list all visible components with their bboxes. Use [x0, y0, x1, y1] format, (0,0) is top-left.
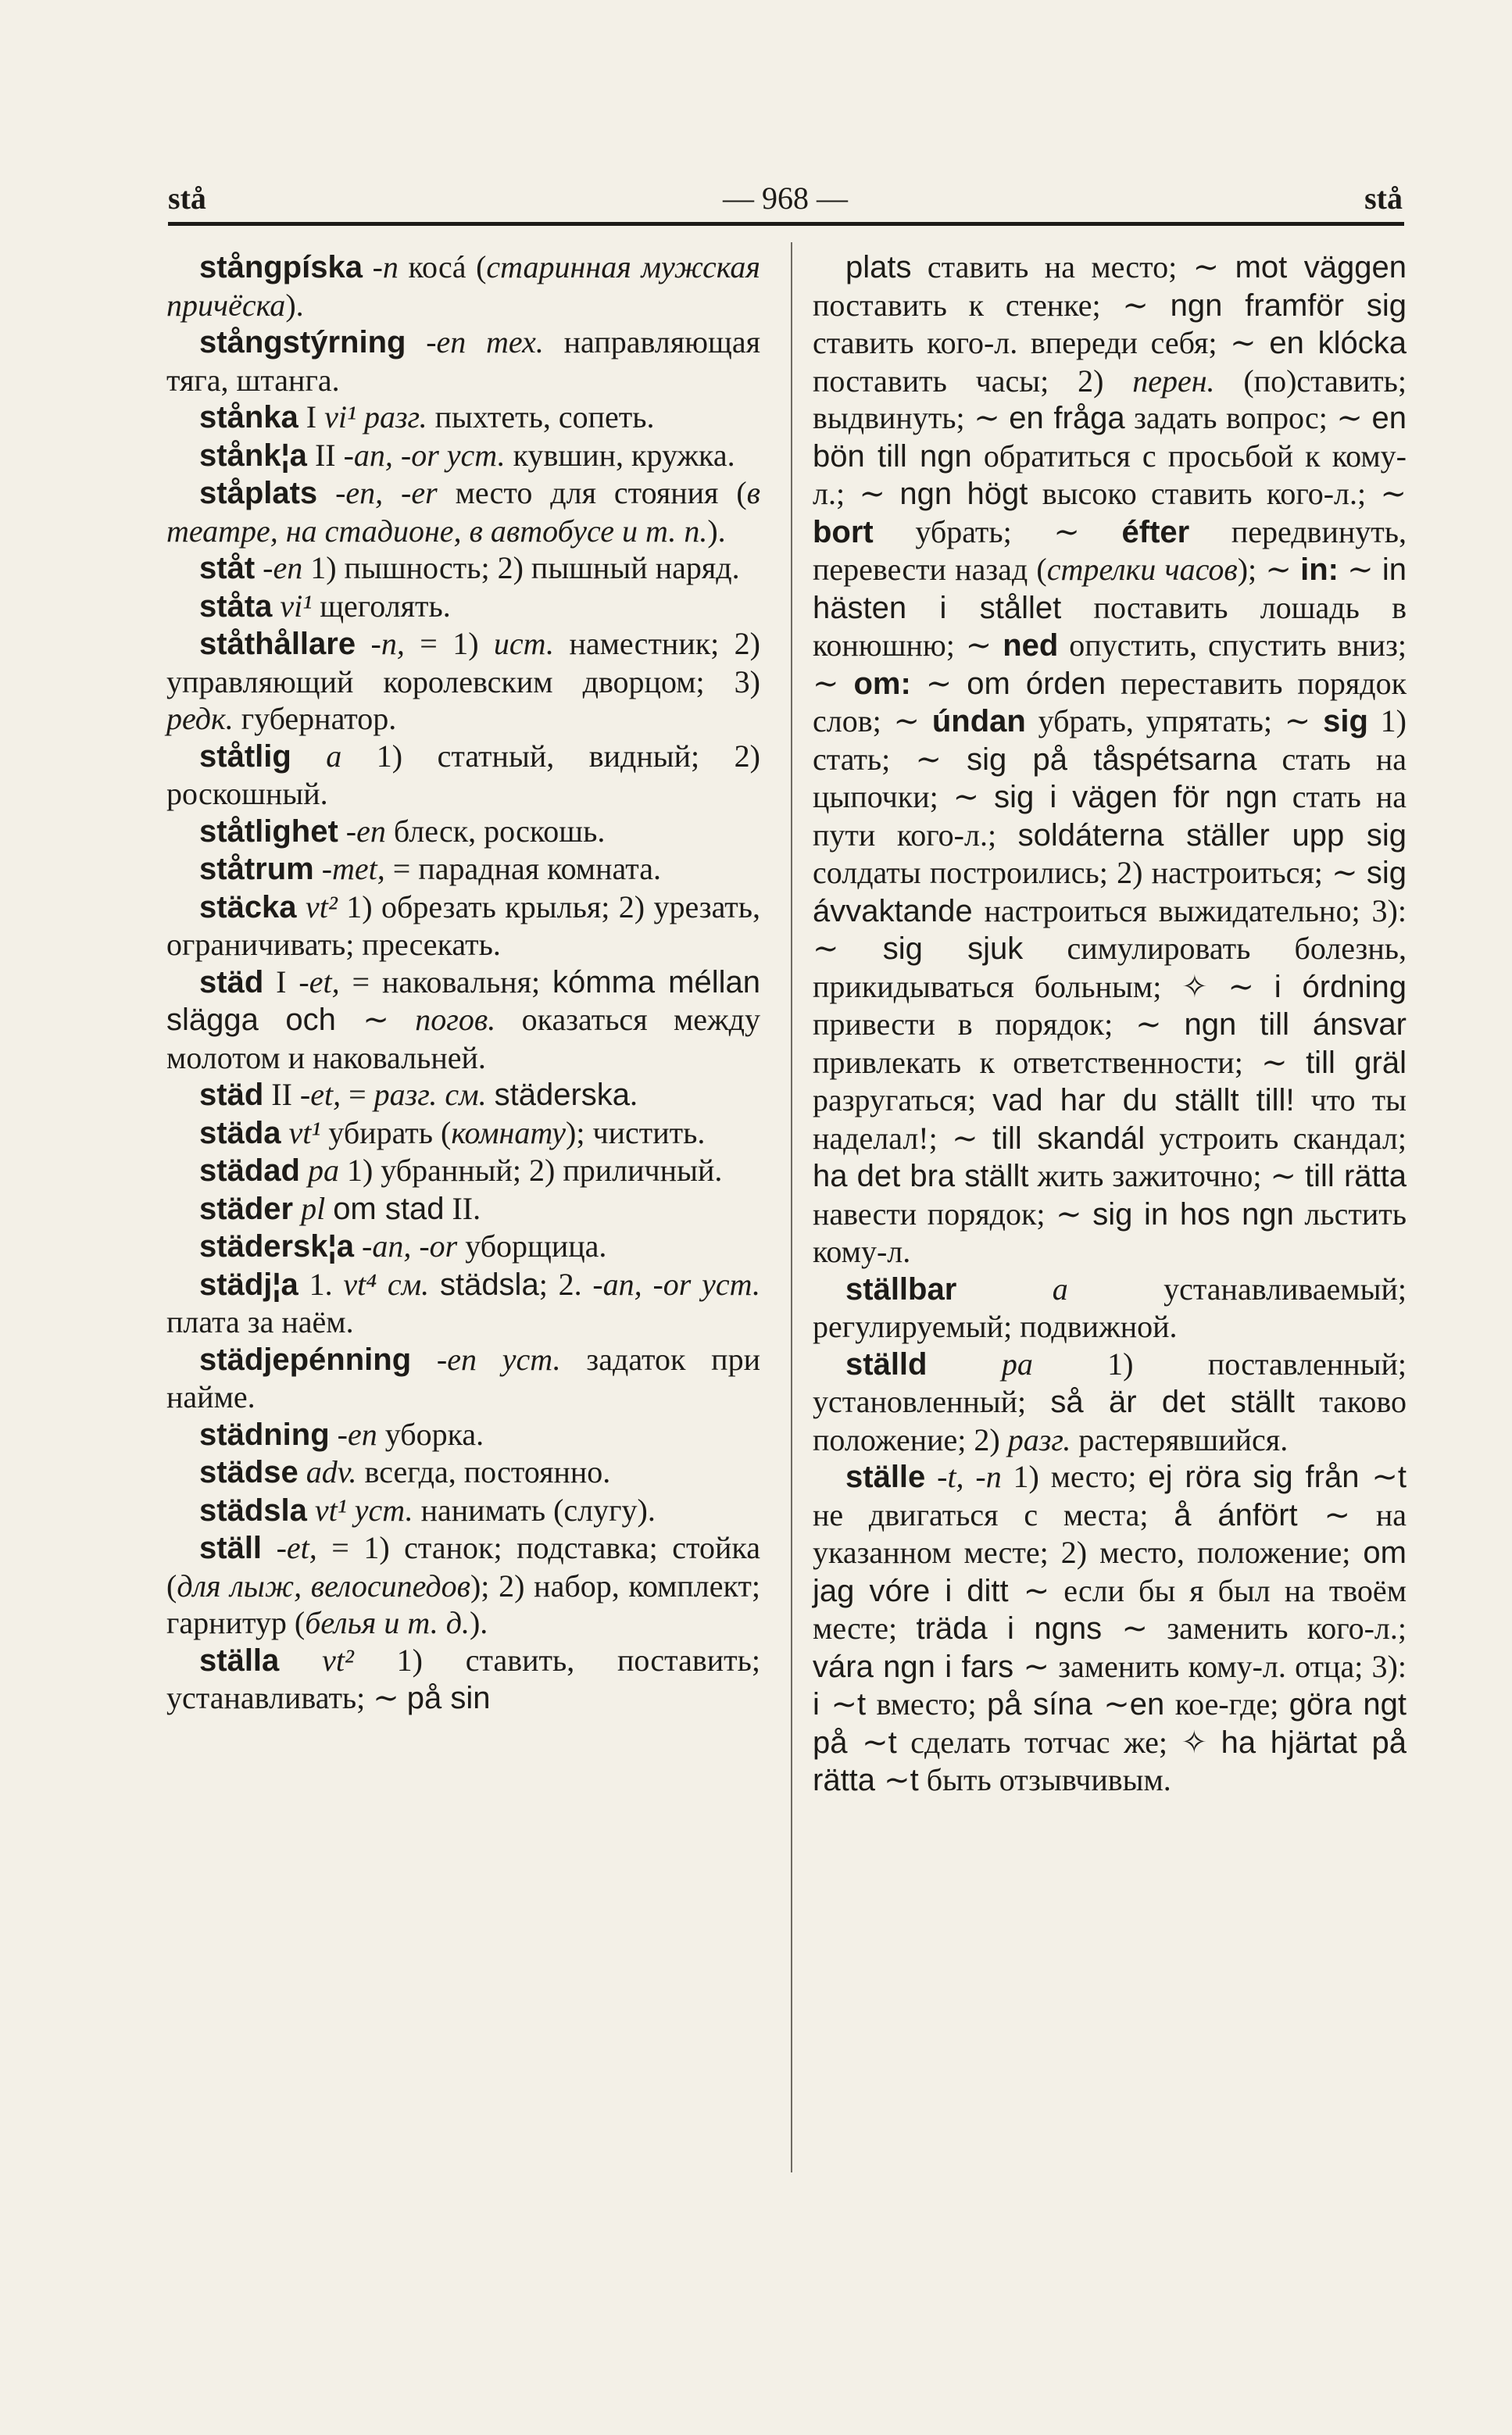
swedish-example: ej röra sig från ∼t	[1148, 1460, 1407, 1494]
definition-text: ставить кого-л. впереди себя; ∼	[813, 325, 1270, 360]
swedish-example: städerska	[494, 1078, 631, 1112]
grammar-label: перен.	[1132, 363, 1215, 399]
grammar-label: pa	[307, 1153, 339, 1188]
swedish-example: en bön till ngn	[813, 401, 1407, 474]
definition-text	[281, 1115, 289, 1150]
definition-text: I	[263, 964, 299, 999]
grammar-label: редк.	[166, 701, 234, 736]
dictionary-entry	[166, 249, 760, 324]
definition-text: 1) ставить, поставить; устанавливать; ∼	[166, 1642, 761, 1715]
swedish-example: plats	[845, 250, 912, 284]
subentry-keyword: éfter	[1121, 514, 1190, 549]
definition-text: быть отзывчивым.	[918, 1762, 1171, 1797]
swedish-example: till skandál	[992, 1121, 1146, 1156]
definition-text: переставить порядок слов; ∼	[813, 665, 1407, 738]
dictionary-entry	[166, 1190, 760, 1228]
grammar-label: -an, -or уст.	[343, 437, 506, 473]
dictionary-entry	[813, 1458, 1407, 1800]
definition-text	[307, 1493, 315, 1528]
headword: stångpíska	[199, 250, 363, 284]
definition-text: растерявшийся.	[1071, 1421, 1289, 1457]
swedish-example: till rätta	[1305, 1159, 1407, 1193]
definition-text: ∼	[910, 665, 967, 701]
swedish-example: träda i ngns ∼	[916, 1611, 1149, 1646]
definition-text	[956, 1271, 1052, 1307]
grammar-label: n	[382, 249, 399, 284]
subentry-keyword: bort	[813, 514, 874, 549]
swedish-example: en fråga	[1009, 401, 1125, 435]
definition-text: обратиться с просьбой к кому-л.; ∼	[813, 438, 1407, 511]
dictionary-entry	[166, 1341, 760, 1416]
grammar-label: -en	[345, 813, 386, 849]
grammar-label: -t, -n	[937, 1459, 1002, 1494]
definition-text: поставить часы; 2)	[813, 363, 1133, 399]
grammar-label: vt¹	[288, 1114, 321, 1150]
dictionary-entry	[166, 474, 760, 549]
definition-text: ∼	[1338, 552, 1382, 587]
definition-text: ; 2.	[538, 1266, 593, 1302]
swedish-example: sig in hos ngn	[1092, 1196, 1294, 1232]
grammar-label: -en уст.	[436, 1341, 561, 1377]
definition-text: убрать; ∼	[873, 513, 1122, 549]
definition-text	[325, 1191, 333, 1226]
definition-text: уборщица.	[457, 1228, 607, 1264]
definition-text	[466, 324, 486, 359]
definition-text	[925, 1459, 937, 1494]
swedish-example: sig i vägen för ngn	[994, 780, 1278, 814]
headword: stånk¦a	[199, 438, 307, 473]
dictionary-entry	[166, 1642, 760, 1718]
page-header	[168, 173, 1403, 220]
swedish-example: i ∼t	[813, 1687, 867, 1722]
grammar-label: для лыж, велосипедов	[177, 1568, 470, 1604]
definition-text: не двигаться с места;	[813, 1496, 1174, 1532]
definition-text: II	[263, 1077, 300, 1112]
dictionary-entry	[166, 1266, 760, 1341]
definition-text: = 1)	[404, 626, 494, 661]
definition-text: вместо;	[866, 1686, 988, 1722]
swedish-example: ngn till ánsvar	[1184, 1007, 1407, 1042]
dictionary-entry	[166, 1492, 760, 1530]
headword: stångstýrning	[199, 325, 406, 359]
swedish-example: på sína ∼en	[987, 1687, 1165, 1722]
swedish-example: en klócka	[1269, 326, 1407, 360]
definition-text: 1) стать; ∼	[813, 703, 1407, 777]
headword: städer	[199, 1191, 294, 1226]
dictionary-entry	[166, 588, 760, 626]
definition-text	[389, 1002, 415, 1037]
grammar-label: vt²	[306, 889, 338, 924]
grammar-label: старинная мужская причёска	[166, 249, 760, 323]
right-column	[813, 249, 1407, 1800]
definition-text: сделать тотчас же; ✧	[896, 1724, 1221, 1760]
grammar-label: -en	[337, 1416, 377, 1452]
definition-text: II.	[444, 1190, 481, 1226]
dictionary-entry	[166, 549, 760, 588]
subentry-keyword: úndan	[931, 704, 1026, 738]
headword: ställ	[199, 1531, 263, 1565]
headword: stånka	[199, 400, 298, 434]
definition-text: убирать (	[320, 1114, 452, 1150]
headword: stäcka	[199, 889, 297, 924]
grammar-label: en	[436, 324, 466, 359]
dictionary-entry	[166, 1152, 760, 1190]
grammar-label: -an, -or уст.	[592, 1266, 760, 1302]
definition-text: блеск, роскошь.	[385, 813, 606, 849]
grammar-label: -et,	[299, 1077, 341, 1112]
grammar-label: adv.	[306, 1454, 357, 1489]
swedish-example: på sin	[406, 1681, 491, 1715]
swedish-example: soldáterna ställer upp sig	[1017, 817, 1407, 853]
definition-text	[338, 813, 346, 849]
grammar-label: разг.	[1007, 1421, 1071, 1457]
dictionary-entry	[166, 399, 760, 437]
definition-text: 1.	[298, 1266, 344, 1302]
definition-text: передвинуть, перевести назад (	[813, 513, 1407, 587]
grammar-label: стрелки часов	[1046, 552, 1238, 587]
definition-text: плата за наём.	[166, 1304, 354, 1339]
definition-text	[411, 1342, 437, 1377]
swedish-example: ha hjärtat på rätta ∼t	[813, 1725, 1407, 1797]
dictionary-entry	[166, 889, 760, 964]
dictionary-entry	[166, 964, 760, 1077]
definition-text: устроить скандал;	[1145, 1120, 1407, 1156]
definition-text: 1) поставленный; установленный;	[813, 1346, 1407, 1419]
headword: städad	[199, 1153, 300, 1188]
swedish-example: om jag vóre i ditt ∼	[813, 1536, 1407, 1608]
grammar-label: погов.	[415, 1002, 496, 1037]
definition-text: -	[362, 249, 383, 284]
definition-text: солдаты построились; 2) настроиться; ∼	[813, 855, 1367, 890]
definition-text	[314, 851, 322, 886]
swedish-example: ha det bra ställt	[813, 1159, 1029, 1193]
definition-text: 1) статный, видный; 2) роскошный.	[166, 738, 760, 811]
definition-text	[317, 475, 335, 510]
grammar-label: в театре, на стадионе, в автобусе и т. п.	[166, 475, 761, 549]
definition-text: пыхтеть, сопеть.	[427, 399, 655, 434]
headword: ställbar	[845, 1271, 957, 1307]
definition-text: нанимать (слугу).	[413, 1492, 656, 1528]
headword: städse	[199, 1455, 298, 1489]
grammar-label: pa	[1001, 1346, 1033, 1382]
grammar-label: комнату	[451, 1114, 567, 1150]
grammar-label: a	[1052, 1271, 1068, 1307]
headword: ställd	[845, 1346, 928, 1382]
definition-text: = парадная комната.	[384, 851, 661, 886]
definition-text: жить зажиточно; ∼	[1028, 1158, 1306, 1193]
swedish-example: sig på tåspétsarna	[967, 742, 1257, 777]
grammar-label: vi¹	[280, 588, 313, 624]
definition-text: симулировать болезнь, прикидываться больным; ✧ ∼	[813, 931, 1407, 1004]
definition-text: = наковальня;	[339, 964, 553, 999]
swedish-example: så är det ställt	[1050, 1385, 1296, 1419]
headword: ståthållare	[199, 627, 356, 661]
headword: städjepénning	[199, 1342, 412, 1377]
definition-text: задаток при найме.	[166, 1341, 760, 1414]
headword: ståta	[199, 588, 273, 624]
swedish-example: vad har du ställt till!	[992, 1083, 1295, 1117]
headword: städj¦a	[199, 1267, 298, 1302]
grammar-label: тех.	[486, 324, 544, 359]
definition-text: оказаться между молотом и наковальней.	[166, 1002, 761, 1075]
dictionary-entry	[166, 1453, 760, 1492]
headword: ståtlighet	[199, 813, 338, 849]
definition-text: ).	[285, 287, 304, 323]
dictionary-entry	[166, 1114, 760, 1153]
headword: ståt	[199, 551, 256, 585]
grammar-label: vt¹ уст.	[314, 1492, 413, 1528]
dictionary-entry	[166, 1076, 760, 1114]
grammar-label: ист.	[493, 626, 555, 661]
left-column	[166, 249, 760, 1718]
grammar-label: -en, -er	[335, 475, 438, 510]
dictionary-entry	[166, 1529, 760, 1642]
grammar-label: -et,	[276, 1530, 317, 1565]
definition-text: поставить лошадь в конюшню; ∼	[813, 589, 1407, 663]
definition-text: заменить кому-л. отца; 3):	[1049, 1648, 1407, 1684]
definition-text: 1) обрезать крылья; 2) урезать, ограничивать; пресекать.	[166, 889, 761, 962]
definition-text: косá (	[398, 249, 487, 284]
swedish-example: till gräl	[1306, 1045, 1407, 1080]
grammar-label: a	[326, 738, 342, 774]
definition-text: уборка.	[377, 1416, 484, 1452]
definition-text: 1) место;	[1001, 1459, 1149, 1494]
swedish-example: sig sjuk	[882, 931, 1024, 966]
definition-text: щеголять.	[312, 588, 451, 624]
grammar-label: vt²	[322, 1642, 354, 1678]
dictionary-entry	[166, 850, 760, 889]
swedish-example: å ánfört ∼	[1174, 1497, 1351, 1532]
dictionary-entry	[166, 738, 760, 813]
swedish-example: kómma méllan slägga och ∼	[166, 964, 760, 1037]
definition-text: место для стояния (	[437, 475, 747, 510]
swedish-example: om stad	[333, 1191, 445, 1226]
grammar-label: разг. см.	[374, 1077, 487, 1112]
definition-text: таково положение; 2)	[813, 1384, 1407, 1457]
swedish-example: sig ávvaktande	[813, 856, 1407, 928]
definition-text	[330, 1417, 338, 1452]
definition-text: если бы я был на твоём месте;	[813, 1572, 1407, 1646]
definition-text: ).	[707, 513, 726, 549]
definition-text	[487, 1077, 495, 1112]
definition-text: 1) убранный; 2) приличный.	[338, 1153, 723, 1188]
dictionary-entry	[166, 1228, 760, 1266]
dictionary-entry	[166, 324, 760, 399]
definition-text: ставить на место; ∼	[911, 249, 1235, 284]
definition-text	[297, 889, 306, 924]
headword: städersk¦a	[199, 1229, 354, 1264]
dictionary-entry	[813, 249, 1407, 1271]
definition-text	[356, 626, 370, 661]
definition-text: на указанном месте; 2) место, положение;	[813, 1496, 1407, 1570]
definition-text	[354, 1228, 362, 1264]
subentry-keyword: om:	[853, 666, 911, 701]
grammar-label: vi¹ разг.	[324, 399, 427, 434]
definition-text: направляющая тяга, штанга.	[166, 324, 760, 398]
headword: ståplats	[199, 476, 318, 510]
definition-text: ); чистить.	[566, 1114, 706, 1150]
definition-text: всегда, постоянно.	[356, 1454, 611, 1489]
definition-text	[262, 1530, 277, 1565]
swedish-example: om órden	[967, 666, 1106, 701]
definition-text	[429, 1267, 440, 1302]
headword: ställe	[845, 1460, 926, 1494]
subentry-keyword: sig	[1323, 704, 1368, 738]
swedish-example: i órdning	[1274, 969, 1407, 1004]
definition-text: убрать, упрятать; ∼	[1025, 703, 1324, 738]
dictionary-entry	[166, 625, 760, 738]
grammar-label: -met,	[321, 851, 385, 886]
definition-text: кое-где;	[1164, 1686, 1289, 1722]
headword: ståtrum	[199, 852, 314, 886]
swedish-example: vára ngn i fars ∼	[813, 1649, 1050, 1684]
definition-text: =	[341, 1077, 374, 1112]
definition-text: разругаться;	[813, 1082, 993, 1117]
definition-text: высоко ставить кого-л.; ∼	[1028, 476, 1407, 511]
grammar-label: -an, -or	[362, 1228, 458, 1264]
grammar-label: -en	[263, 550, 303, 585]
definition-text: 1) пышность; 2) пышный наряд.	[302, 550, 740, 585]
grammar-label: -et,	[298, 964, 340, 999]
headword: städsla	[199, 1493, 307, 1528]
definition-text	[927, 1346, 1001, 1382]
definition-text: губернатор.	[233, 701, 397, 736]
headword: städ	[199, 1078, 264, 1112]
definition-text: льстить кому-л.	[813, 1196, 1407, 1269]
dictionary-entry	[166, 813, 760, 851]
definition-text: стать на пути кого-л.;	[813, 779, 1407, 853]
definition-text: -	[406, 324, 437, 359]
swedish-example: städsla	[439, 1267, 539, 1302]
swedish-example: in hästen i stållet	[813, 552, 1407, 625]
definition-text: I	[298, 399, 325, 434]
grammar-label: -n,	[370, 626, 405, 661]
definition-text: II	[306, 437, 344, 473]
definition-text: .	[630, 1077, 638, 1112]
definition-text: устанавливаемый; регулируемый; подвижной.	[813, 1271, 1407, 1344]
subentry-keyword: in:	[1300, 552, 1339, 587]
definition-text: что ты наделал!; ∼	[813, 1082, 1407, 1156]
swedish-example: ngn framför sig	[1170, 288, 1407, 323]
definition-text: стать на цыпочки; ∼	[813, 741, 1407, 814]
definition-text	[279, 1643, 322, 1678]
dictionary-entry	[813, 1271, 1407, 1346]
definition-text	[291, 738, 327, 774]
definition-text: ); ∼	[1237, 552, 1301, 587]
definition-text: наместник; 2) управляющий королевским дворцом; 3)	[166, 626, 760, 699]
headword: ståtlig	[199, 738, 291, 774]
dictionary-entry	[166, 437, 760, 475]
grammar-label: pl	[301, 1190, 326, 1226]
definition-text	[298, 1454, 306, 1489]
definition-text: настроиться выжидательно; 3): ∼	[813, 892, 1407, 966]
headword: städning	[199, 1417, 330, 1452]
definition-text: опустить, спустить вниз; ∼	[813, 628, 1407, 701]
headword: ställa	[199, 1643, 280, 1678]
definition-text	[300, 1153, 308, 1188]
grammar-label: белья и т. д.	[305, 1605, 470, 1640]
header-guide-word-left: stå	[168, 181, 206, 216]
definition-text: = 1) станок; подставка; стойка (	[166, 1530, 760, 1604]
definition-text	[255, 550, 263, 585]
definition-text: привести в порядок; ∼	[813, 1007, 1185, 1042]
definition-text: навести порядок; ∼	[813, 1196, 1093, 1232]
definition-text: ).	[469, 1605, 488, 1640]
page-number: — 968 —	[723, 181, 848, 216]
header-rule	[168, 222, 1404, 226]
definition-text: привлекать к ответственности; ∼	[813, 1044, 1306, 1080]
swedish-example: ngn högt	[899, 477, 1028, 511]
dictionary-entry	[813, 1346, 1407, 1459]
definition-text: ); 2) набор, комплект; гарнитур (	[166, 1568, 761, 1640]
headword: städa	[199, 1115, 281, 1150]
swedish-example: göra ngt på ∼t	[813, 1687, 1407, 1760]
swedish-example: mot väggen	[1235, 250, 1407, 284]
subentry-keyword: ned	[1003, 628, 1059, 663]
definition-text	[272, 588, 280, 624]
definition-text: заменить кого-л.;	[1148, 1611, 1407, 1646]
column-divider	[791, 242, 792, 2172]
grammar-label: vt⁴ см.	[343, 1266, 430, 1302]
definition-text: (по)ставить; выдвинуть; ∼	[813, 363, 1407, 435]
definition-text: кувшин, кружка.	[505, 437, 735, 473]
header-guide-word-right: stå	[1364, 181, 1403, 216]
headword: städ	[199, 964, 264, 999]
definition-text: задать вопрос; ∼	[1124, 400, 1372, 435]
definition-text: поставить к стенке; ∼	[813, 287, 1171, 323]
definition-text	[293, 1191, 301, 1226]
dictionary-entry	[166, 1416, 760, 1454]
